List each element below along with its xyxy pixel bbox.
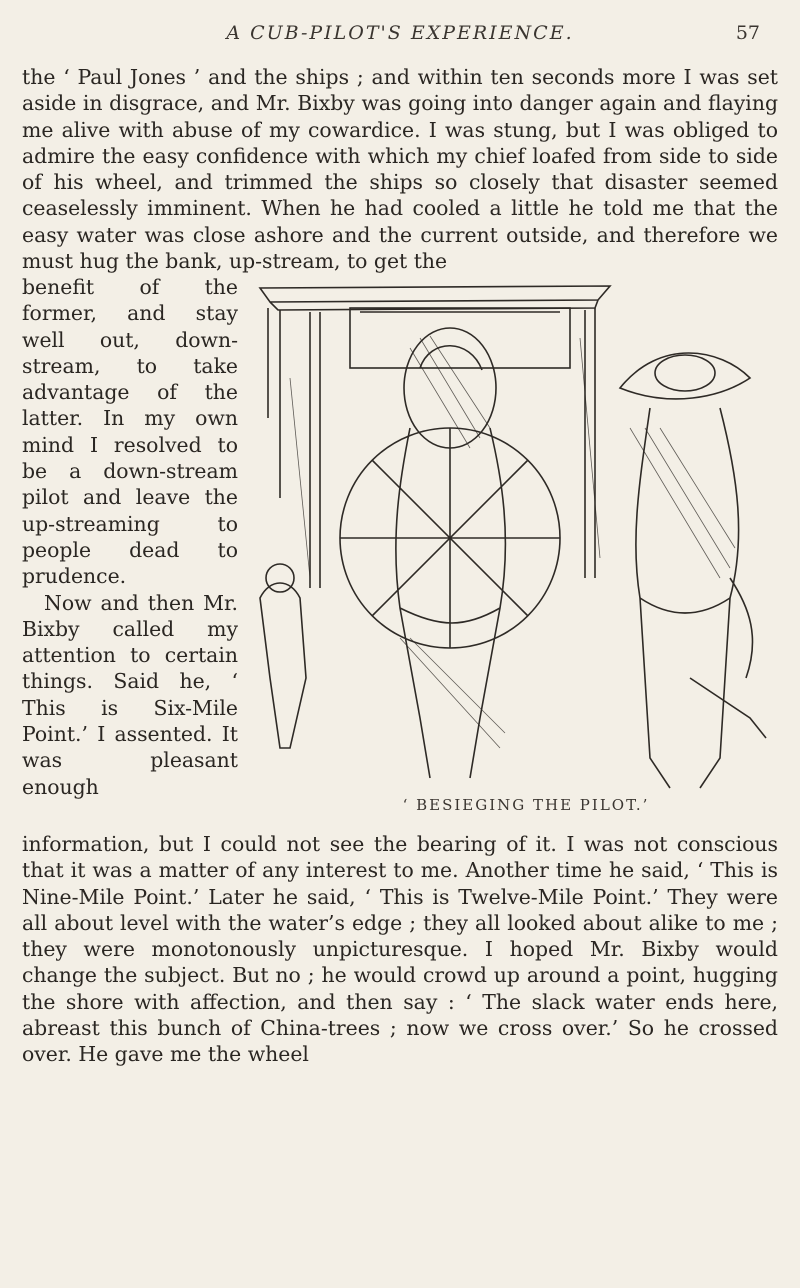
paragraph-bottom: information, but I could not see the bearing of it. I was not conscious that it was a matter of any interest to me. Another time he said, ‘ This is Nine-Mile Point.’ Later he said, ‘ This is Twelve-Mile Point.’ They were all about level with the water’s edge ; they all looked about alike to me ; they were monotonously unpicturesque. I hoped Mr. Bixby would change the subject. But no ; he would crowd up around a point, hugging the shore with affection, and then say : ‘ The slack water ends here, abreast this bunch of China-trees ; now we cross over.’ So he crossed over. He gave me the wheel <box>22 832 778 1067</box>
page-header <box>0 22 800 58</box>
illustration-besieging-pilot <box>250 278 776 802</box>
figure-caption: ‘ BESIEGING THE PILOT.’ <box>402 796 650 814</box>
running-head: A CUB-PILOT'S EXPERIENCE. <box>226 22 574 44</box>
paragraph-top: the ‘ Paul Jones ’ and the ships ; and within ten seconds more I was set aside in disgrace, and Mr. Bixby was going into danger again and flaying me alive with abuse of my cowardice. I was stung, but I was obliged to admire the easy confidence with which my chief loafed from side to side of his wheel, and trimmed the ships so closely that disaster seemed ceaselessly imminent. When he had cooled a little he told me that the easy water was close ashore and the current outside, and therefore we must hug the bank, up-stream, to get the <box>22 65 778 274</box>
wrapped-text-column <box>22 274 238 800</box>
page-number: 57 <box>735 22 760 44</box>
paragraph-wrap-2: Now and then Mr. Bixby called my attention to certain things. Said he, ‘ This is Six-Mile Point.’ I assented. It was pleasant enough <box>22 590 238 799</box>
paragraph-wrap-1: benefit of the former, and stay well out, down-stream, to take advantage of the latter. In my own mind I resolved to be a down-stream pilot and leave the up-streaming to people dead to prudence. <box>22 275 238 589</box>
